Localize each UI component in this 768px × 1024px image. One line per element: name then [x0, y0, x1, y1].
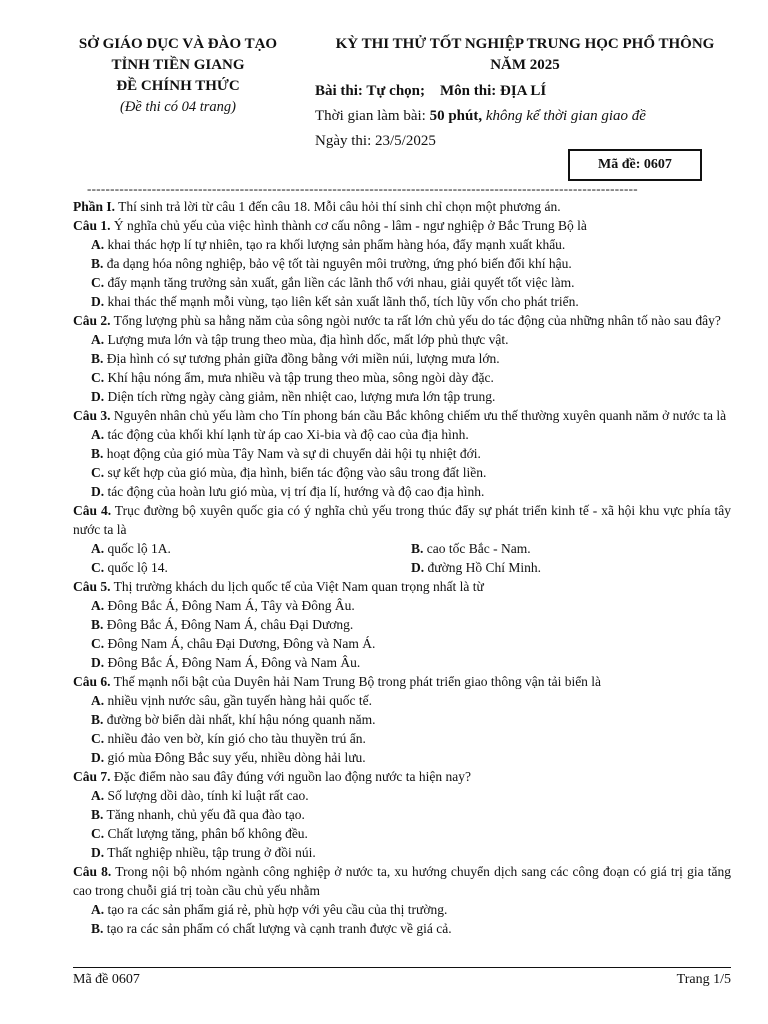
- option-letter: B.: [411, 541, 424, 556]
- option-text: Lượng mưa lớn và tập trung theo mùa, địa hình dốc, mất lớp phủ thực vật.: [104, 332, 509, 347]
- answer-option: [73, 463, 731, 482]
- exam-header: [305, 34, 745, 149]
- option-letter: B.: [91, 807, 104, 822]
- option-letter: B.: [91, 617, 104, 632]
- option-letter: C.: [91, 636, 105, 651]
- option-text: khai thác thế mạnh mỗi vùng, tạo liên kết sản xuất lãnh thổ, tích lũy vốn cho phát triển.: [104, 294, 579, 309]
- option-row: [73, 539, 731, 558]
- issuer-header: [40, 34, 316, 118]
- question-label: Câu 2.: [73, 313, 111, 328]
- part-text: Thí sinh trả lời từ câu 1 đến câu 18. Mỗi câu hỏi thí sinh chỉ chọn một phương án.: [115, 199, 561, 214]
- option-letter: A.: [91, 237, 105, 252]
- duration-suffix: không kể thời gian giao đề: [482, 108, 646, 124]
- answer-option: [73, 729, 731, 748]
- option-text: Tăng nhanh, chủ yếu đã qua đào tạo.: [103, 807, 305, 822]
- question-text: Trong nội bộ nhóm ngành công nghiệp ở nước ta, xu hướng chuyển dịch sang các công đoạn có giá trị gia tăng cao trong chuỗi giá trị toàn cầu chủ yếu nhằm: [73, 864, 732, 898]
- option-letter: D.: [91, 845, 105, 860]
- option-letter: A.: [91, 693, 105, 708]
- option-letter: B.: [91, 256, 104, 271]
- answer-option: [73, 805, 731, 824]
- answer-option: [73, 653, 731, 672]
- answer-option: [73, 539, 411, 558]
- answer-option: [73, 843, 731, 862]
- option-letter: C.: [91, 465, 105, 480]
- question-label: Câu 6.: [73, 674, 111, 689]
- option-text: Đông Nam Á, châu Đại Dương, Đông và Nam Á.: [104, 636, 376, 651]
- answer-option: [73, 919, 731, 938]
- question-text: Thế mạnh nổi bật của Duyên hải Nam Trung Bộ trong phát triển giao thông vận tải biển là: [110, 674, 602, 689]
- answer-option: [73, 349, 731, 368]
- option-text: sự kết hợp của gió mùa, địa hình, biển tác động vào sâu trong đất liền.: [104, 465, 487, 480]
- question-text: Trục đường bộ xuyên quốc gia có ý nghĩa chủ yếu trong thúc đẩy sự phát triển kinh tế - xã hội khu vực phía tây nước ta là: [73, 503, 731, 537]
- option-letter: B.: [91, 446, 104, 461]
- option-text: quốc lộ 1A.: [104, 541, 171, 556]
- option-text: nhiều đảo ven bờ, kín gió cho tàu thuyền trú ẩn.: [104, 731, 366, 746]
- department-name: SỞ GIÁO DỤC VÀ ĐÀO TẠO: [78, 36, 278, 52]
- question-text: Đặc điểm nào sau đây đúng với nguồn lao động nước ta hiện nay?: [110, 769, 472, 784]
- option-text: đường bờ biển dài nhất, khí hậu nóng quanh năm.: [103, 712, 376, 727]
- answer-option: [73, 254, 731, 273]
- option-text: Địa hình có sự tương phản giữa đồng bằng với miền núi, lượng mưa lớn.: [103, 351, 500, 366]
- option-text: đẩy mạnh tăng trưởng sản xuất, gắn liền các lãnh thổ với nhau, giải quyết tốt việc làm.: [104, 275, 575, 290]
- answer-option: [73, 634, 731, 653]
- option-letter: A.: [91, 427, 105, 442]
- question-label: Câu 5.: [73, 579, 111, 594]
- option-text: Đông Bắc Á, Đông Nam Á, Đông và Nam Âu.: [104, 655, 361, 670]
- answer-option: [73, 235, 731, 254]
- option-text: Đông Bắc Á, Đông Nam Á, Tây và Đông Âu.: [104, 598, 355, 613]
- option-text: tác động của khối khí lạnh từ áp cao Xi-bia và độ cao của địa hình.: [104, 427, 469, 442]
- option-letter: C.: [91, 826, 105, 841]
- exam-code-box: Mã đề: 0607: [568, 149, 702, 181]
- answer-option: [73, 273, 731, 292]
- duration-value: 50 phút,: [429, 108, 483, 124]
- option-text: tạo ra các sản phẩm có chất lượng và cạnh tranh được về giá cả.: [103, 921, 452, 936]
- answer-option: [411, 539, 731, 558]
- option-letter: A.: [91, 788, 105, 803]
- province-name: TỈNH TIỀN GIANG: [111, 57, 245, 73]
- option-letter: B.: [91, 921, 104, 936]
- header-divider: -----------------------------------------------------------------------------------------------------------------------: [87, 181, 638, 196]
- option-letter: C.: [91, 560, 105, 575]
- option-letter: A.: [91, 598, 105, 613]
- exam-type: Bài thi: Tự chọn;: [315, 83, 425, 99]
- option-text: quốc lộ 14.: [104, 560, 168, 575]
- part-label: Phần I.: [73, 199, 116, 214]
- option-letter: C.: [91, 370, 105, 385]
- official-label: ĐỀ CHÍNH THỨC: [116, 78, 240, 94]
- answer-option: [73, 824, 731, 843]
- answer-option: [73, 330, 731, 349]
- part-instruction: [73, 197, 731, 216]
- page-count-note: (Đề thi có 04 trang): [120, 99, 236, 115]
- exam-date: Ngày thi: 23/5/2025: [315, 133, 436, 149]
- question-text: Thị trường khách du lịch quốc tế của Việt Nam quan trọng nhất là từ: [110, 579, 484, 594]
- question: [73, 406, 731, 425]
- option-letter: D.: [91, 484, 105, 499]
- answer-option: [73, 292, 731, 311]
- question-label: Câu 1.: [73, 218, 111, 233]
- option-letter: B.: [91, 712, 104, 727]
- footer-exam-code: Mã đề 0607: [73, 972, 140, 987]
- question: [73, 216, 731, 235]
- question-text: Ý nghĩa chủ yếu của việc hình thành cơ cấu nông - lâm - ngư nghiệp ở Bắc Trung Bộ là: [110, 218, 587, 233]
- option-letter: D.: [91, 750, 105, 765]
- option-text: gió mùa Đông Bắc suy yếu, nhiều dòng hải lưu.: [104, 750, 366, 765]
- option-letter: D.: [91, 294, 105, 309]
- answer-option: [73, 615, 731, 634]
- questions-section: [73, 197, 731, 938]
- option-text: hoạt động của gió mùa Tây Nam và sự di chuyển dải hội tụ nhiệt đới.: [103, 446, 481, 461]
- option-letter: C.: [91, 731, 105, 746]
- option-letter: A.: [91, 541, 105, 556]
- option-text: Đông Bắc Á, Đông Nam Á, châu Đại Dương.: [103, 617, 354, 632]
- answer-option: [73, 387, 731, 406]
- answer-option: [73, 444, 731, 463]
- duration-prefix: Thời gian làm bài:: [315, 108, 430, 124]
- option-letter: B.: [91, 351, 104, 366]
- question-label: Câu 4.: [73, 503, 112, 518]
- answer-option: [411, 558, 731, 577]
- exam-subject-line: [315, 83, 546, 100]
- option-text: đường Hồ Chí Minh.: [424, 560, 541, 575]
- question: [73, 501, 731, 539]
- option-letter: A.: [91, 332, 105, 347]
- exam-title: KỲ THI THỬ TỐT NGHIỆP TRUNG HỌC PHỔ THÔNG: [335, 36, 715, 52]
- option-text: Số lượng dồi dào, tính kỉ luật rất cao.: [104, 788, 309, 803]
- option-text: khai thác hợp lí tự nhiên, tạo ra khối lượng sản phẩm hàng hóa, đẩy mạnh xuất khẩu.: [104, 237, 566, 252]
- exam-subject: Môn thi: ĐỊA LÍ: [440, 83, 547, 99]
- question: [73, 672, 731, 691]
- question-text: Nguyên nhân chủ yếu làm cho Tín phong bán cầu Bắc không chiếm ưu thế thường xuyên quanh năm ở nước ta là: [110, 408, 727, 423]
- question-label: Câu 8.: [73, 864, 112, 879]
- option-text: tác động của hoàn lưu gió mùa, vị trí địa lí, hướng và độ cao địa hình.: [104, 484, 485, 499]
- option-letter: A.: [91, 902, 105, 917]
- option-text: tạo ra các sản phẩm giá rẻ, phù hợp với yêu cầu của thị trường.: [104, 902, 448, 917]
- option-letter: C.: [91, 275, 105, 290]
- option-text: Thất nghiệp nhiều, tập trung ở đồi núi.: [104, 845, 316, 860]
- option-letter: D.: [411, 560, 425, 575]
- page-number: Trang 1/5: [676, 972, 731, 987]
- answer-option: [73, 425, 731, 444]
- answer-option: [73, 482, 731, 501]
- option-row: [73, 558, 731, 577]
- exam-year: NĂM 2025: [490, 57, 560, 73]
- option-text: cao tốc Bắc - Nam.: [423, 541, 531, 556]
- question: [73, 862, 731, 900]
- option-text: đa dạng hóa nông nghiệp, bảo vệ tốt tài nguyên môi trường, ứng phó biến đổi khí hậu.: [103, 256, 572, 271]
- answer-option: [73, 786, 731, 805]
- answer-option: [73, 900, 731, 919]
- option-letter: D.: [91, 389, 105, 404]
- answer-option: [73, 558, 411, 577]
- question-text: Tổng lượng phù sa hằng năm của sông ngòi nước ta rất lớn chủ yếu do tác động của những nhân tố nào sau đây?: [110, 313, 721, 328]
- answer-option: [73, 596, 731, 615]
- question: [73, 577, 731, 596]
- answer-option: [73, 710, 731, 729]
- question-label: Câu 3.: [73, 408, 111, 423]
- answer-option: [73, 748, 731, 767]
- option-text: Khí hậu nóng ẩm, mưa nhiều và tập trung theo mùa, sông ngòi dày đặc.: [104, 370, 494, 385]
- option-text: nhiều vịnh nước sâu, gần tuyến hàng hải quốc tế.: [104, 693, 373, 708]
- footer-divider: [73, 967, 731, 968]
- exam-duration-line: [315, 108, 646, 125]
- question-label: Câu 7.: [73, 769, 111, 784]
- answer-option: [73, 368, 731, 387]
- option-text: Diện tích rừng ngày càng giảm, nền nhiệt cao, lượng mưa lớn tập trung.: [104, 389, 496, 404]
- option-letter: D.: [91, 655, 105, 670]
- option-text: Chất lượng tăng, phân bố không đều.: [104, 826, 308, 841]
- question: [73, 767, 731, 786]
- answer-option: [73, 691, 731, 710]
- question: [73, 311, 731, 330]
